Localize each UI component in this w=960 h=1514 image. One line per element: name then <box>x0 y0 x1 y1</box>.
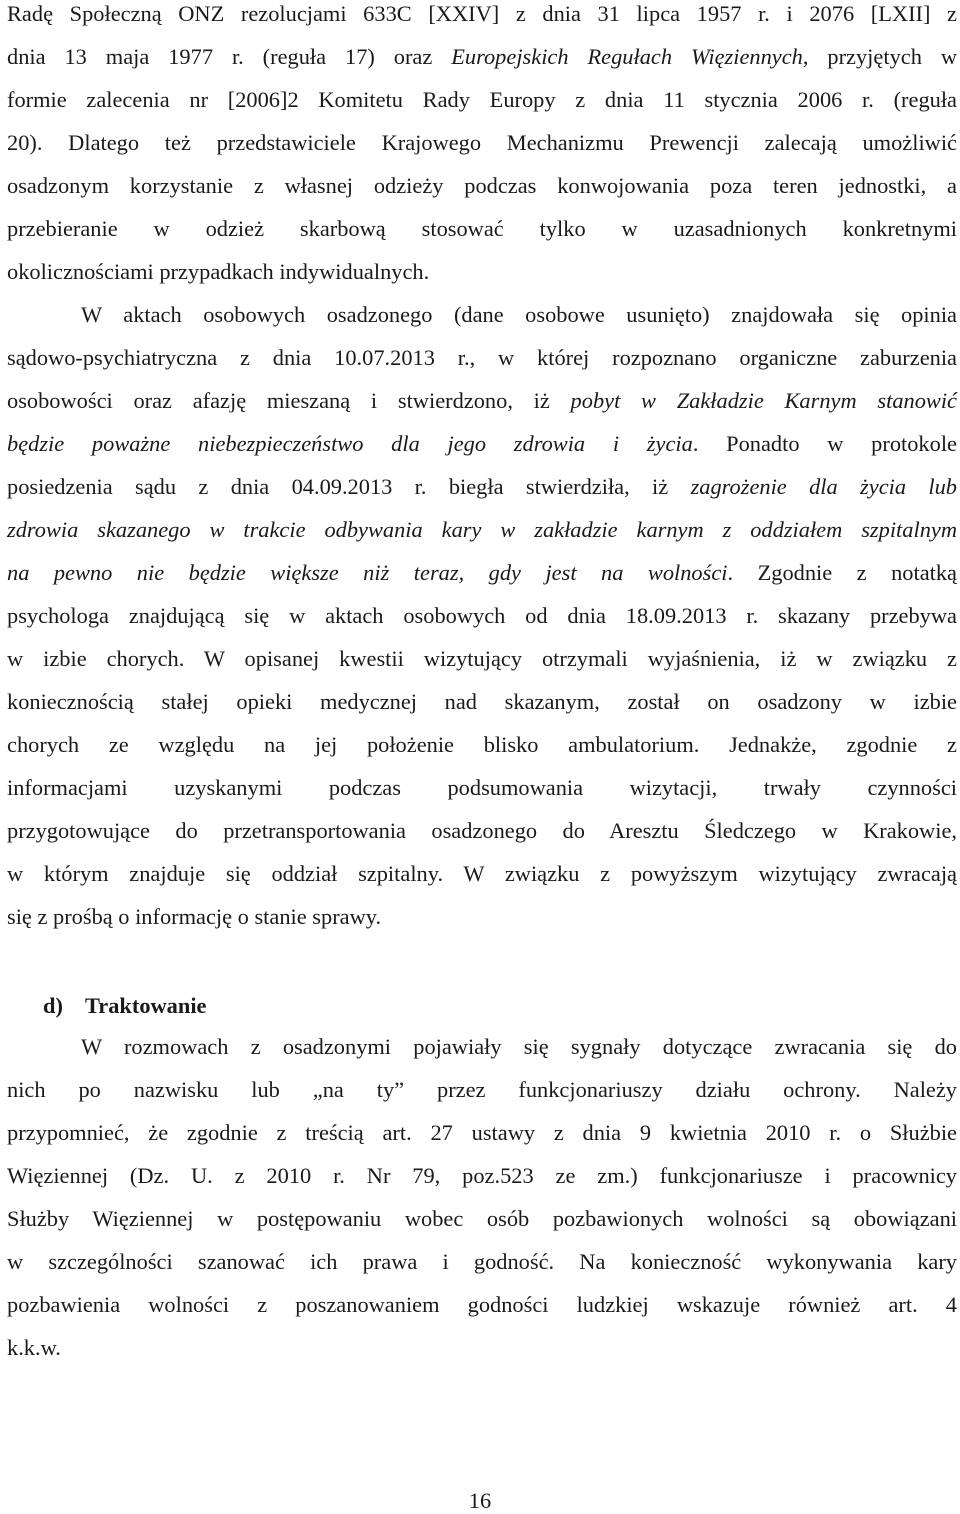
text-line: 20). Dlatego też przedstawiciele Krajowego Mechanizmu Prewencji zalecają umożliwić <box>7 130 957 155</box>
text-run-italic: zdrowia skazanego w trakcie odbywania kary w zakładzie karnym z oddziałem szpitalnym <box>7 517 957 542</box>
text-run: posiedzenia sądu z dnia 04.09.2013 r. biegła stwierdziła, iż <box>7 474 691 499</box>
text-line: w izbie chorych. W opisanej kwestii wizytujący otrzymali wyjaśnienia, iż w związku z <box>7 646 957 671</box>
text-line: Więziennej (Dz. U. z 2010 r. Nr 79, poz.523 ze zm.) funkcjonariusze i pracownicy <box>7 1163 957 1188</box>
text-line: przebieranie w odzież skarbową stosować tylko w uzasadnionych konkretnymi <box>7 216 957 241</box>
text-line: Radę Społeczną ONZ rezolucjami 633C [XXIV] z dnia 31 lipca 1957 r. i 2076 [LXII] z <box>7 1 957 26</box>
section-heading <box>43 993 207 1019</box>
text-line: W aktach osobowych osadzonego (dane osobowe usunięto) znajdowała się opinia <box>81 302 957 327</box>
text-line: informacjami uzyskanymi podczas podsumowania wizytacji, trwały czynności <box>7 775 957 800</box>
text-line: w szczególności szanować ich prawa i godność. Na konieczność wykonywania kary <box>7 1249 957 1274</box>
text-run: , przyjętych w <box>802 44 957 69</box>
text-line <box>7 390 957 412</box>
text-run: dnia 13 maja 1977 r. (reguła 17) oraz <box>7 44 452 69</box>
text-line: formie zalecenia nr [2006]2 Komitetu Rady Europy z dnia 11 stycznia 2006 r. (reguła <box>7 87 957 112</box>
text-line: W rozmowach z osadzonymi pojawiały się sygnały dotyczące zwracania się do <box>81 1034 957 1059</box>
text-run: . Zgodnie z notatką <box>727 560 957 585</box>
text-run-italic: na pewno nie będzie większe niż teraz, gdy jest na wolności <box>7 560 728 585</box>
text-line: psychologa znajdującą się w aktach osobowych od dnia 18.09.2013 r. skazany przebywa <box>7 603 957 628</box>
page-number: 16 <box>468 1488 492 1513</box>
text-line: osadzonym korzystanie z własnej odzieży podczas konwojowania poza teren jednostki, a <box>7 173 957 198</box>
text-line <box>7 476 957 498</box>
text-line: przypomnieć, że zgodnie z treścią art. 27 ustawy z dnia 9 kwietnia 2010 r. o Służbie <box>7 1120 957 1145</box>
text-line: okolicznościami przypadkach indywidualnych. <box>7 259 430 284</box>
text-line: pozbawienia wolności z poszanowaniem godności ludzkiej wskazuje również art. 4 <box>7 1292 957 1317</box>
text-line: chorych ze względu na jej położenie blisko ambulatorium. Jednakże, zgodnie z <box>7 732 957 757</box>
text-run: . Ponadto w protokole <box>692 431 957 456</box>
text-run-italic: pobyt w Zakładzie Karnym stanowić <box>570 388 957 413</box>
text-line <box>7 562 957 584</box>
text-run-italic: Europejskich Regułach Więziennych <box>451 44 803 69</box>
text-line: przygotowujące do przetransportowania osadzonego do Aresztu Śledczego w Krakowie, <box>7 818 957 843</box>
text-line: sądowo-psychiatryczna z dnia 10.07.2013 r., w której rozpoznano organiczne zaburzenia <box>7 345 957 370</box>
text-line: nich po nazwisku lub „na ty” przez funkcjonariuszy działu ochrony. Należy <box>7 1077 957 1102</box>
text-line <box>7 519 957 541</box>
text-line <box>7 433 957 455</box>
text-line: w którym znajduje się oddział szpitalny. W związku z powyższym wizytujący zwracają <box>7 861 957 886</box>
section-title: Traktowanie <box>85 993 207 1018</box>
text-line: się z prośbą o informację o stanie sprawy. <box>7 904 382 929</box>
text-line <box>7 46 957 68</box>
text-line: Służby Więziennej w postępowaniu wobec osób pozbawionych wolności są obowiązani <box>7 1206 957 1231</box>
section-marker: d) <box>43 993 63 1018</box>
text-run: osobowości oraz afazję mieszaną i stwierdzono, iż <box>7 388 571 413</box>
text-run-italic: zagrożenie dla życia lub <box>690 474 957 499</box>
text-run-italic: będzie poważne niebezpieczeństwo dla jego zdrowia i życia <box>7 431 693 456</box>
text-line: k.k.w. <box>7 1335 61 1360</box>
text-line: koniecznością stałej opieki medycznej nad skazanym, został on osadzony w izbie <box>7 689 957 714</box>
